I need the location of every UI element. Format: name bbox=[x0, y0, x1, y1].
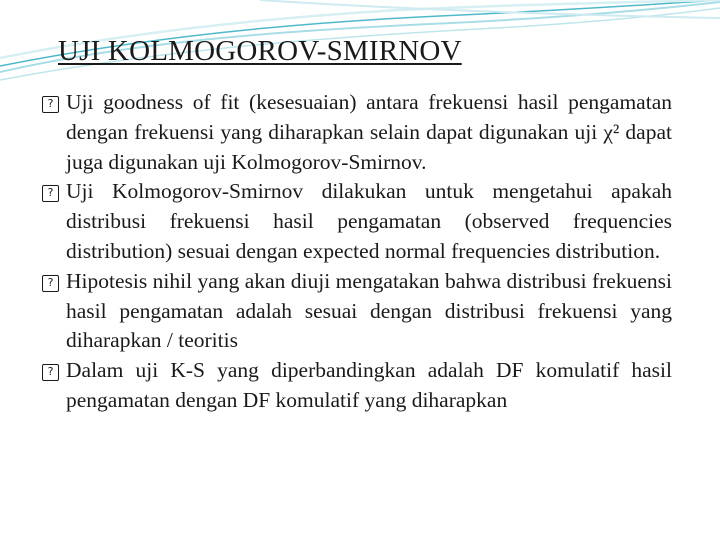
bullet-item bbox=[22, 267, 672, 356]
bullet-text: Dalam uji K-S yang diperbandingkan adalah DF komulatif hasil pengamatan dengan DF komulatif yang diharapkan bbox=[66, 358, 672, 412]
bullet-item bbox=[22, 88, 672, 177]
bullet-text: Hipotesis nihil yang akan diuji mengatakan bahwa distribusi frekuensi hasil pengamatan adalah sesuai dengan distribusi frekuensi yang diharapkan / teoritis bbox=[66, 268, 672, 353]
bullet-text: Uji Kolmogorov-Smirnov dilakukan untuk mengetahui apakah distribusi frekuensi hasil pengamatan (observed frequencies distribution) sesuai dengan expected normal frequencies distribution. bbox=[66, 179, 672, 263]
bullet-list bbox=[22, 88, 672, 416]
slide-title: UJI KOLMOGOROV-SMIRNOV bbox=[58, 35, 462, 67]
bullet-item bbox=[22, 177, 672, 266]
bullet-item bbox=[22, 356, 672, 416]
missing-glyph-box-icon bbox=[42, 96, 59, 113]
missing-glyph-box-icon bbox=[42, 185, 59, 202]
missing-glyph-box-icon bbox=[42, 275, 59, 292]
missing-glyph-box-icon bbox=[42, 364, 59, 381]
bullet-text: Uji goodness of fit (kesesuaian) antara frekuensi hasil pengamatan dengan frekuensi yang diharapkan selain dapat digunakan uji χ² dapat juga digunakan uji Kolmogorov-Smirnov. bbox=[66, 90, 672, 174]
